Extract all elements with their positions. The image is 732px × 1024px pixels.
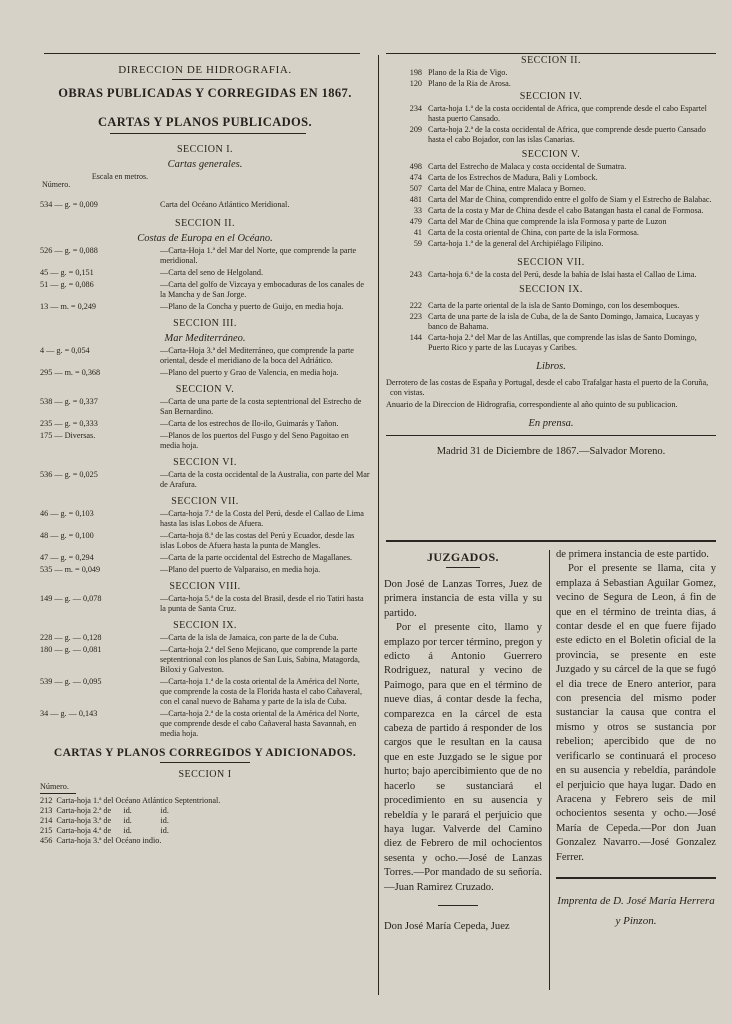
costas-heading: Costas de Europa en el Océano.	[137, 233, 273, 244]
top-rule-left	[44, 53, 360, 54]
list-item: 536 — g. = 0,025 —Carta de la costa occidental de la Australia, con parte del Mar de Arafura.	[40, 470, 370, 489]
section-heading: SECCION V.	[521, 149, 581, 160]
edicto-1-heading: Don José de Lanzas Torres, Juez de primera instancia de esta villa y su partido.	[384, 579, 542, 619]
list-item: 48 — g. = 0,100 —Carta-hoja 8.ª de las costas del Perú y Ecuador, desde las islas Lobos de Afuera hasta la punta de Mangles.	[40, 531, 355, 550]
juzgados-col-a	[384, 548, 542, 934]
col-escala: Escala en metros.	[91, 172, 149, 181]
list-item: 539 — g. — 0,095 —Carta-hoja 1.ª de la costa oriental de la América del Norte, que comprende la costa de la Florida hasta el cabo Cañaveral, con el canal nuevo de Bahama y parte de la isla de Cuba.	[40, 677, 363, 706]
numero-label: Número.	[40, 782, 69, 791]
list-item: 456 Carta-hoja 3.ª del Océano indio.	[40, 836, 162, 845]
list-item: 534 — g. = 0,009 Carta del Océano Atlántico Meridional.	[40, 200, 290, 209]
list-item: 209 Carta-hoja 2.ª de la costa occidental de Africa, que comprende desde puerto Cansado hasta el cabo Bojador, con las islas Canarias.	[409, 125, 706, 144]
section-heading: SECCION V.	[175, 384, 235, 395]
section-heading: SECCION VII.	[517, 257, 585, 268]
divider-thick	[386, 540, 716, 542]
juzgados-column-rule	[549, 550, 550, 990]
list-item: 481 Carta del Mar de China, comprendido entre el golfo de Siam y el Estrecho de Balabac.	[409, 195, 712, 204]
list-item: 243 Carta-hoja 6.ª de la costa del Perú, desde la bahía de Islai hasta el Callao de Lima.	[409, 270, 697, 279]
header-direccion: DIRECCION DE HIDROGRAFIA.	[118, 64, 292, 76]
list-item: 51 — g. = 0,086 —Carta del golfo de Vizcaya y embocaduras de los canales de la Mancha y de San Jorge.	[40, 280, 364, 299]
list-item: 144 Carta-hoja 2.ª del Mar de las Antillas, que comprende las islas de Santo Domingo, Puerto Rico y parte de las Lucayas y Caribes.	[409, 333, 697, 352]
section-heading: SECCION III.	[173, 318, 237, 329]
list-item: 120 Plano de la Ria de Arosa.	[409, 79, 511, 88]
section-heading: SECCION IV.	[519, 91, 583, 102]
section-heading: SECCION I	[178, 769, 232, 780]
short-rule	[438, 905, 478, 906]
list-item: 526 — g. = 0,088 —Carta-Hoja 1.ª del Mar del Norte, que comprende la parte meridional.	[40, 246, 357, 265]
list-item: 234 Carta-hoja 1.ª de la costa occidental de Africa, que comprende desde el cabo Espartel hasta puerto Cansado.	[409, 104, 707, 123]
section-heading: SECCION I.	[176, 144, 234, 155]
list-item: 13 — m. = 0,249 —Plano de la Concha y puerto de Guijo, en media hoja.	[40, 302, 344, 311]
list-item: 223 Carta de una parte de la isla de Cuba, de la de Santo Domingo, Jamaica, Lucayas y banco de Bahama.	[409, 312, 700, 331]
section-heading: SECCION IX.	[173, 620, 237, 631]
list-item: 59 Carta-hoja 1.ª de la general del Archipiélago Filipino.	[413, 239, 604, 248]
edicto-2	[556, 548, 716, 865]
list-item: 212 Carta-hoja 1.ª del Océano Atlántico Septentrional.	[40, 796, 221, 805]
corregidos-title: CARTAS Y PLANOS CORREGIDOS Y ADICIONADOS.	[53, 747, 357, 759]
madrid-signature: Madrid 31 de Diciembre de 1867.—Salvador Moreno.	[436, 446, 666, 457]
list-item: 228 — g. — 0,128 —Carta de la isla de Jamaica, con parte de la de Cuba.	[40, 633, 339, 642]
col-numero: Número.	[42, 180, 71, 189]
list-item: 175 — Diversas. —Planos de los puertos del Fusgo y del Seno Pagoitao en media hoja.	[40, 431, 349, 450]
list-item: 479 Carta del Mar de China que comprende la isla Formosa y parte de Luzon	[409, 217, 667, 226]
cartas-generales: Cartas generales.	[167, 159, 243, 170]
list-item: 46 — g. = 0,103 —Carta-hoja 7.ª de la Costa del Perú, desde el Callao de Lima hasta las islas Lobos de Afuera.	[40, 509, 364, 528]
list-item: 474 Carta de los Estrechos de Madura, Bali y Lombock.	[409, 173, 598, 182]
list-item: 41 Carta de la costa oriental de China, con parte de la isla Formosa.	[413, 228, 639, 237]
list-item: 214 Carta-hoja 3.ª de id. id.	[40, 816, 169, 825]
section-heading: SECCION II.	[175, 218, 235, 229]
column-headers	[42, 172, 370, 190]
list-item: 34 — g. — 0,143 —Carta-hoja 2.ª de la costa oriental de la América del Norte, que comprende desde el cabo Cañaveral hasta Savannah, en media hoja.	[40, 709, 360, 738]
edicto-2-body: Por el presente se llama, cita y emplaza á Sebastian Aguilar Gomez, vecino de Segura de Leon, á fin de que en el término de treinta dias, á contar desde el en que fuere fijado este edicto en el Boletin oficial de la provincia, se presente en este Juzgado y su cárcel de la que se fugó el dia trece de Enero anterior, para con presencia del mismo poder sustanciar la causa que contra el mismo y otros se sustancia por rebelion; apercibido que de no verificarlo se continuará el proceso en su ausencia y rebeldía, parándole el perjuicio que haya lugar. Dado en Aracena y Febrero seis de mil ochocientos sesenta y ocho.—José María de Cepeda.—Por don Juan Gonzalez Navarro.—José Gonzalez Ferrer.	[556, 563, 716, 863]
edicto-2-heading: Don José María Cepeda, Juez	[384, 920, 510, 932]
list-item: 215 Carta-hoja 4.ª de id. id.	[40, 826, 169, 835]
cartas-title: CARTAS Y PLANOS PUBLICADOS.	[97, 115, 313, 129]
juzgados-col-b	[556, 548, 716, 931]
top-rule-right	[386, 53, 716, 54]
column-rule	[378, 55, 379, 995]
list-item: 222 Carta de la parte oriental de la isla de Santo Domingo, con los desemboques.	[409, 301, 680, 310]
libros-heading: Libros.	[536, 361, 566, 372]
divider	[556, 877, 716, 879]
divider	[386, 435, 716, 436]
short-rule	[40, 793, 76, 794]
list-item: 538 — g. = 0,337 —Carta de una parte de la costa septentrional del Estrecho de San Bernardino.	[40, 397, 362, 416]
short-rule	[110, 133, 306, 134]
section-heading: SECCION VIII.	[169, 581, 241, 592]
list-item: 33 Carta de la costa y Mar de China desde el cabo Batangan hasta el canal de Formosa.	[413, 206, 704, 215]
right-column	[386, 55, 716, 457]
list-item: 295 — m. = 0,368 —Plano del puerto y Grao de Valencia, en media hoja.	[40, 368, 339, 377]
list-item: 47 — g. = 0,294 —Carta de la parte occidental del Estrecho de Magallanes.	[40, 553, 353, 562]
list-item: 198 Plano de la Ria de Vigo.	[409, 68, 508, 77]
short-rule	[160, 762, 250, 763]
section-heading: SECCION IX.	[519, 284, 583, 295]
list-item: 180 — g. — 0,081 —Carta-hoja 2.ª del Seno Mejicano, que comprende la parte septentrional con los planos de San Luis, Sabina, Matagorda, Biloxi y Galveston.	[40, 645, 360, 674]
edicto-1	[384, 578, 542, 895]
short-rule	[172, 79, 232, 80]
left-column	[40, 60, 370, 846]
list-item: 45 — g. = 0,151 —Carta del seno de Helgoland.	[40, 268, 263, 277]
derrotero: Derrotero de las costas de España y Portugal, desde el cabo Trafalgar hasta el puerto de la Coruña, con vistas.	[386, 378, 709, 397]
prensa-heading: En prensa.	[528, 418, 574, 429]
imprenta: Imprenta de D. José María Herrera y Pinzon.	[557, 894, 715, 927]
obras-title: OBRAS PUBLICADAS Y CORREGIDAS EN 1867.	[58, 86, 352, 100]
mar-heading: Mar Mediterráneo.	[164, 333, 246, 344]
edicto-1-body: Por el presente cito, llamo y emplazo por tercer término, pregon y edicto á Antonio Guerrero Rodriguez, natural y vecino de Paimogo, para que en el término de nueve dias, á contar desde la fecha, comparezca en la cárcel de esta cabeza de partido á responder de los cargos que le resultan en la causa que en este Juzgado se le sigue por hurto; bajo apercibimiento que de no hacerlo se sustanciará el procedimiento en su ausencia y rebeldía y le parará el perjuicio que haya lugar. Valverde del Camino diez de Febrero de mil ochocientos sesenta y ocho.—José de Lanzas Torres.—Por mandado de su señoría.—Juan Ramirez Cruzado.	[384, 622, 542, 893]
section-heading: SECCION II.	[521, 55, 581, 66]
anuario: Anuario de la Direccion de Hidrografia, correspondiente al año quinto de su publicacion.	[386, 400, 678, 409]
list-item: 498 Carta del Estrecho de Malaca y costa occidental de Sumatra.	[409, 162, 627, 171]
juzgados-title: JUZGADOS.	[427, 550, 499, 564]
section-heading: SECCION VII.	[171, 496, 239, 507]
edicto-2-cont: de primera instancia de este partido.	[556, 549, 709, 560]
short-rule	[446, 567, 480, 568]
list-item: 149 — g. — 0,078 —Carta-hoja 5.ª de la costa del Brasil, desde el rio Tatiri hasta la punta de Santa Cruz.	[40, 594, 364, 613]
list-item: 213 Carta-hoja 2.ª de id. id.	[40, 806, 169, 815]
list-item: 235 — g. = 0,333 —Carta de los estrechos de Ilo-ilo, Guimarás y Tañon.	[40, 419, 339, 428]
list-item: 507 Carta del Mar de China, entre Malaca y Borneo.	[409, 184, 586, 193]
list-item: 4 — g. = 0,054 —Carta-Hoja 3.ª del Mediterráneo, que comprende la parte oriental, desde el meridiano de la boca del Adriático.	[40, 346, 354, 365]
section-heading: SECCION VI.	[173, 457, 237, 468]
list-item: 535 — m. = 0,049 —Plano del puerto de Valparaiso, en media hoja.	[40, 565, 321, 574]
